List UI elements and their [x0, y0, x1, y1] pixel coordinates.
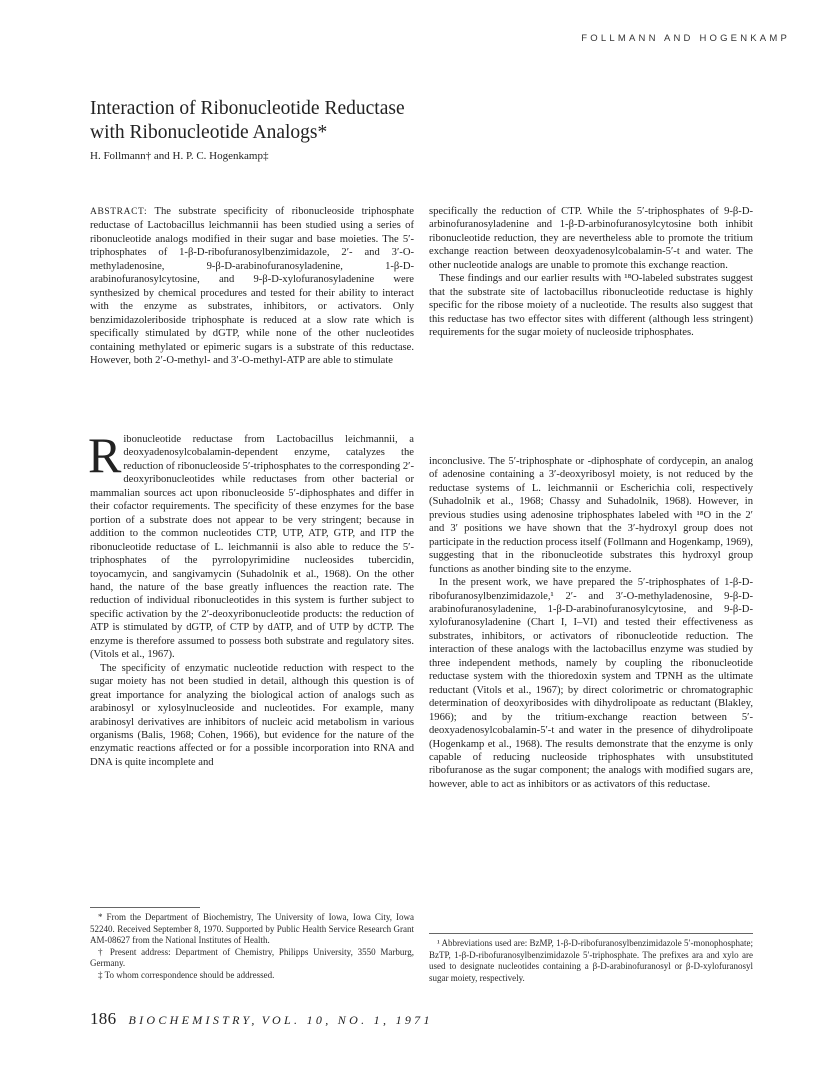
footnote-abbreviations-text: ¹ Abbreviations used are: BzMP, 1-β-D-ribofuranosylbenzimidazole 5′-monophosphate; BzTP, 1-β-D-ribofuranosylbenzimidazole 5′-triphosphate. The prefixes ara and xylo are used to designate nucleotides containing a β-D-arabinofuranosyl or β-D-xylofuranosyl sugar moiety, respectively.: [429, 938, 753, 983]
intro-paragraph: [88, 427, 414, 662]
journal-volume: VOL. 10, NO. 1, 1971: [261, 1013, 433, 1027]
abstract-paragraph: [90, 205, 414, 367]
body-paragraph: In the present work, we have prepared the 5′-triphosphates of 1-β-D-ribofuranosylbenzimidazole,¹ 2′- and 3′-O-methyladenosine, 9-β-D-arabinofuranosyladenine, 1-β-D-arabinofuranosylcytosine, and 9-β-D-xylofuranosyladenine (Chart I, I–VI) and tested their effectiveness as substrates, inhibitors, or activators of ribonucleotide reduction. The interaction of these analogs with the lactobacillus enzyme was studied by three independent methods, namely by coupling the ribonucleotide reductase system with the thioredoxin system and TPNH as the ultimate reductant (Vitols et al., 1967); by direct colorimetric or chromatographic determination of deoxyribosides with dihydrolipoate as reductant (Blakley, 1966); and by the tritium-exchange reaction between 5′-deoxyadenosylcobalamin-5′-t and water in the presence of dihydrolipoate (Hogenkamp et al., 1968). The results demonstrate that the enzyme is only capable of reducing nucleoside triphosphates with unsubstituted ribofuranose as the sugar component; the analogs with modified sugars are, however, able to act as inhibitors or as activators of this reductase.: [429, 577, 753, 790]
abstract-continuation: specifically the reduction of CTP. While the 5′-triphosphates of 9-β-D-arbinofuranosyladenine and 1-β-D-arbinofuranosylcytosine both inhibit ribonucleotide reduction, they are nevertheless able to promote the tritium exchange reaction between deoxyadenosylcobalamin-5′-t and water. The other nucleotide analogs are unable to promote this exchange reaction.: [429, 206, 753, 271]
abstract-second-paragraph: These findings and our earlier results with ¹⁸O-labeled substrates suggest that the substrate site of lactobacillus ribonucleotide reductase is highly specific for the ribose moiety of a nucleotide. The results also suggest that this reductase has two effector sites with different (although less stringent) requirements for the sugar moiety of nucleoside triphosphates.: [429, 273, 753, 339]
footnotes-left: [90, 912, 414, 982]
footnote-present-address: † Present address: Department of Chemistry, Philipps University, 3550 Marburg, Germany.: [90, 946, 414, 969]
body-paragraph: The specificity of enzymatic nucleotide reduction with respect to the sugar moiety has not been studied in detail, although this question is of great importance for analyzing the biological action of analogs such as arabinosyl or xylosylnucleoside and nucleotides. For example, many arabinosyl derivatives are inhibitors of nucleic acid metabolism in various organisms (Balis, 1968; Cohen, 1966), but evidence for the nature of the enzymatic reactions affected or for a possible incorporation into RNA and DNA is quite incomplete and: [90, 662, 414, 768]
footnote-affiliation: * From the Department of Biochemistry, The University of Iowa, Iowa City, Iowa 52240. Received September 8, 1970. Supported by Public Health Service Research Grant AM-08627 from the National Institutes of Health.: [90, 912, 414, 946]
footnote-divider: [90, 907, 200, 908]
body-right-column: [429, 455, 753, 791]
body-left-column: [88, 427, 414, 769]
article-title: [90, 97, 510, 145]
title-line-2: with Ribonucleotide Analogs*: [90, 122, 328, 143]
journal-name: BIOCHEMISTRY,: [128, 1013, 258, 1027]
intro-text: ibonucleotide reductase from Lactobacillus leichmannii, a deoxyadenosylcobalamin-dependent enzyme, catalyzes the reduction of ribonucleoside 5′-triphosphates to the corresponding 2′-deoxyribonucleotides while reductases from other bacterial or mammalian sources act upon ribonucleoside 5′-diphosphates and differ in their cofactor requirements. The specificity of these enzymes for the base portion of a substrate does not appear to be very stringent; because in addition to the common nucleotides CTP, UTP, ATP, GTP, and ITP the ribonucleotide reductase of L. leichmannii is also able to reduce the 5′-triphosphates of the pyrrolopyrimidine nucleosides tubercidin, toyocamycin, and sangivamycin (Suhadolnik et al., 1968). On the other hand, the nature of the base greatly influences the reaction rate. The reduction of individual ribonucleotides in this system is further subject to specific activation by the 2′-deoxyribonucleotide products: the reduction of ATP is stimulated by dGTP, of CTP by dATP, and of UTP by dCTP. The enzyme is therefore assumed to possess both substrate and regulatory sites. (Vitols et al., 1967).: [90, 434, 414, 661]
page-number: 186: [90, 1009, 117, 1028]
footnote-correspondence: ‡ To whom correspondence should be addressed.: [98, 969, 275, 980]
abstract-left-column: [90, 205, 414, 367]
body-continuation: inconclusive. The 5′-triphosphate or -diphosphate of cordycepin, an analog of adenosine containing a 3′-deoxyribosyl moiety, is not reduced by the reductase systems of L. leichmannii or Escherichia coli, respectively (Suhadolnik et al., 1968; Chassy and Suhadolnik, 1968). However, in previous studies using adenosine triphosphates labeled with ¹⁸O in the 2′ and 3′ positions we have shown that the 3′-hydroxyl group does not participate in the reduction process itself (Follmann and Hogenkamp, 1969), suggesting that in the ribonucleotide substrates this hydroxyl group functions as another binding site to the enzyme.: [429, 456, 753, 575]
abstract-label: ABSTRACT:: [90, 207, 148, 217]
drop-cap: R: [88, 427, 122, 483]
abstract-text: The substrate specificity of ribonucleoside triphosphate reductase of Lactobacillus leichmannii has been studied using a series of ribonucleotide analogs modified in their sugar and base moieties. The 5′-triphosphates of 1-β-D-ribofuranosylbenzimidazole, 2′- and 3′-O-methyladenosine, 9-β-D-arabinofuranosyladenine, 1-β-D-arabinofuranosylcytosine, and 9-β-D-xylofuranosyladenine were synthesized by chemical procedures and tested for their ability to interact with the enzyme as substrates, inhibitors, or activators. Only benzimidazoleriboside triphosphate is reduced at a slow rate which is specifically stimulated by dGTP, while none of the other nucleotides containing methylated or epimeric sugars is a substrate of this reductase. However, both 2′-O-methyl- and 3′-O-methyl-ATP are able to stimulate: [90, 206, 414, 366]
footnote-abbreviations: [429, 938, 753, 984]
title-line-1: Interaction of Ribonucleotide Reductase: [90, 98, 405, 119]
page-footer: [90, 1009, 510, 1029]
footnote-divider: [429, 933, 753, 934]
author-line: H. Follmann† and H. P. C. Hogenkamp‡: [90, 150, 269, 162]
running-head: FOLLMANN AND HOGENKAMP: [581, 33, 790, 44]
abstract-right-column: [429, 205, 753, 340]
